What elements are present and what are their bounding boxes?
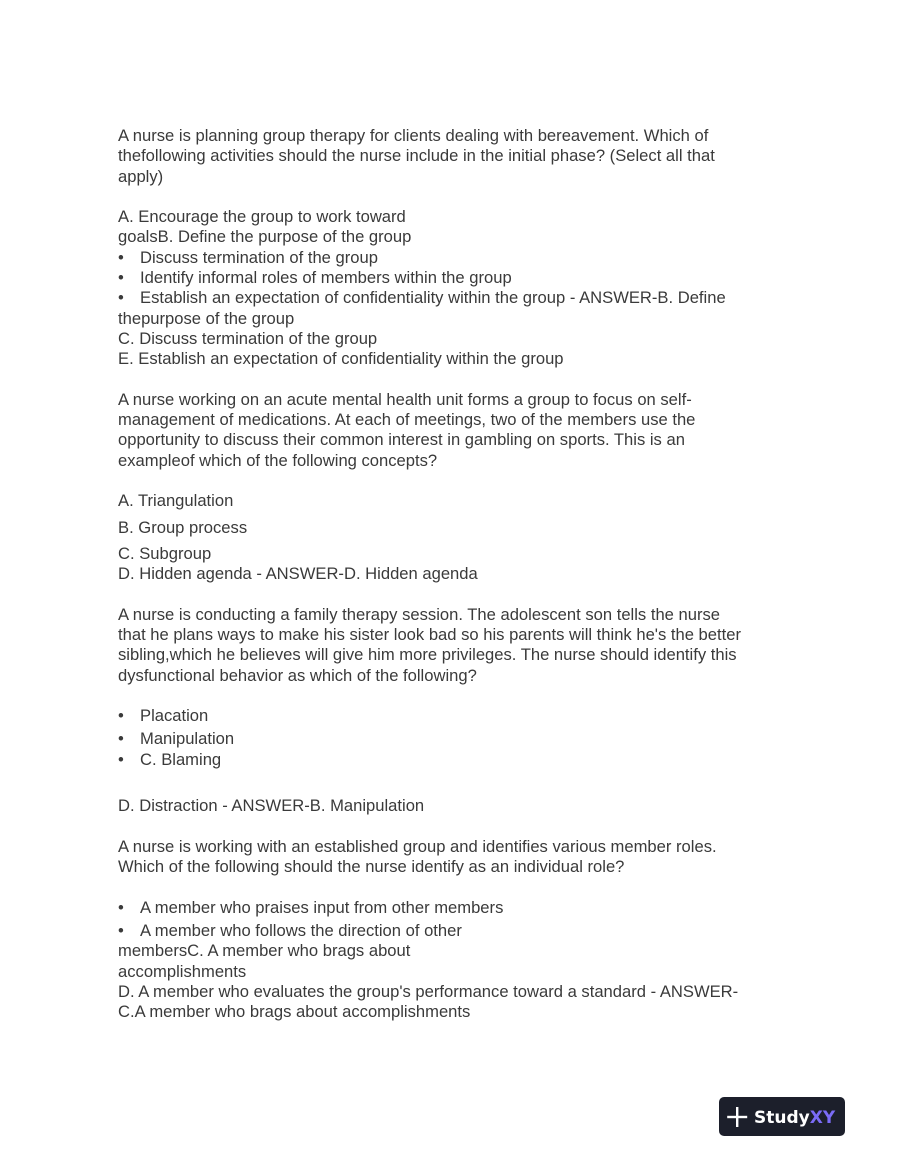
question-stem-line: opportunity to discuss their common interest in gambling on sports. This is an — [118, 430, 685, 450]
question-stem-line: A nurse is conducting a family therapy session. The adolescent son tells the nurse — [118, 604, 721, 624]
spacer — [118, 877, 798, 897]
question-stem-line: thefollowing activities should the nurse include in the initial phase? (Select all that — [118, 146, 715, 166]
answer-option: B. Group process — [118, 517, 248, 537]
question-stem-line: that he plans ways to make his sister look bad so his parents will think he's the better — [118, 625, 741, 645]
bullet-option: • Discuss termination of the group — [118, 248, 798, 268]
answer-option: goalsB. Define the purpose of the group — [118, 227, 412, 247]
question-stem-line: A nurse is working with an established group and identifies various member roles. — [118, 836, 717, 856]
bullet-option: • Identify informal roles of members within the group — [118, 268, 798, 288]
bullet-option: • Placation — [118, 706, 798, 726]
answer-option: A. Encourage the group to work toward — [118, 207, 406, 227]
question-stem-line: management of medications. At each of meetings, two of the members use the — [118, 410, 696, 430]
spacer — [118, 770, 798, 796]
answer-line: C. Discuss termination of the group — [118, 328, 378, 348]
answer-option: C. Subgroup — [118, 543, 212, 563]
bullet-option: • C. Blaming — [118, 750, 798, 770]
spacer — [118, 585, 798, 605]
question-2 — [118, 390, 798, 585]
spacer — [118, 187, 798, 207]
answer-option: D. Hidden agenda - ANSWER-D. Hidden agenda — [118, 564, 478, 584]
question-3 — [118, 605, 798, 817]
answer-line: accomplishments — [118, 961, 247, 981]
question-stem-line: Which of the following should the nurse identify as an individual role? — [118, 857, 625, 877]
answer-line: thepurpose of the group — [118, 308, 295, 328]
answer-line: membersC. A member who brags about — [118, 941, 411, 961]
answer-option: A. Triangulation — [118, 491, 234, 511]
answer-line: E. Establish an expectation of confidentiality within the group — [118, 349, 564, 369]
answer-line: D. A member who evaluates the group's performance toward a standard - ANSWER- — [118, 981, 739, 1001]
answer-line: D. Distraction - ANSWER-B. Manipulation — [118, 796, 425, 816]
spacer — [118, 471, 798, 491]
spacer — [118, 817, 798, 837]
studyxy-logo — [719, 1097, 845, 1136]
studyxy-wordmark: StudyXY — [754, 1107, 836, 1128]
bullet-option: • A member who follows the direction of other — [118, 921, 798, 941]
answer-line: C.A member who brags about accomplishments — [118, 1002, 471, 1022]
question-1 — [118, 126, 798, 370]
question-stem-line: apply) — [118, 166, 164, 186]
document-page — [118, 126, 798, 1022]
question-stem-line: dysfunctional behavior as which of the following? — [118, 665, 477, 685]
spacer — [118, 686, 798, 706]
bullet-option: • A member who praises input from other members — [118, 898, 798, 918]
question-stem-line: A nurse is planning group therapy for clients dealing with bereavement. Which of — [118, 126, 709, 145]
bullet-option: • Establish an expectation of confidentiality within the group - ANSWER-B. Define — [118, 288, 798, 308]
question-stem-line: exampleof which of the following concepts? — [118, 450, 438, 470]
spacer — [118, 370, 798, 390]
question-4 — [118, 837, 798, 1023]
bullet-option: • Manipulation — [118, 729, 798, 749]
studyxy-logo-mark — [726, 1103, 838, 1131]
question-stem-line: A nurse working on an acute mental health unit forms a group to focus on self- — [118, 389, 692, 409]
question-stem-line: sibling,which he believes will give him more privileges. The nurse should identify this — [118, 645, 737, 665]
